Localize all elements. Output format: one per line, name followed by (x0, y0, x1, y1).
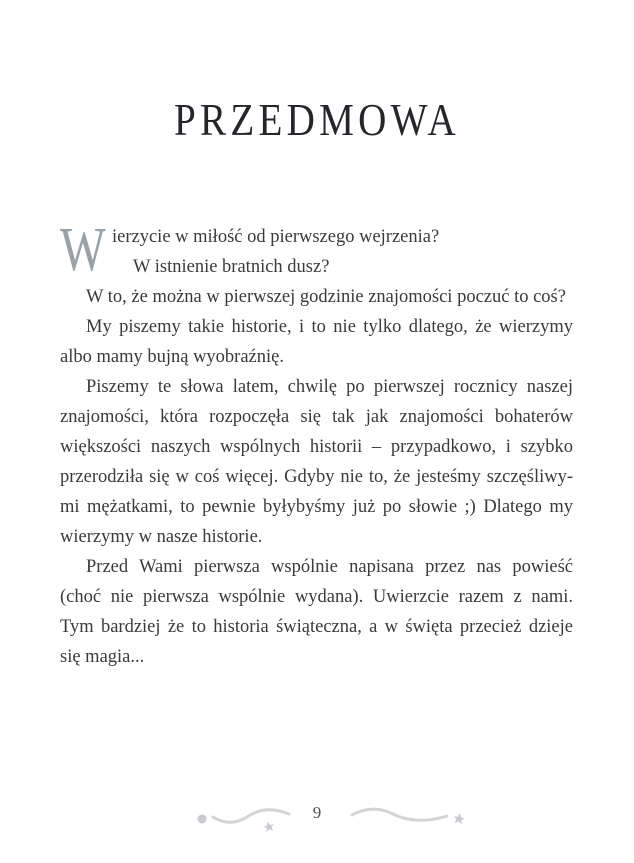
text-line: Przed Wami pierwsza wspólnie napisana przez nas powieść (86, 557, 573, 577)
text-line: przerodziła się w coś więcej. Gdyby nie to, że jesteśmy szczęśliwy- (60, 467, 573, 487)
text-line: Tym bardziej że to historia świąteczna, a w święta przecież dzieje (60, 617, 573, 637)
text-line: My piszemy takie historie, i to nie tylko dlatego, że wierzymy (86, 317, 573, 337)
page-number: 9 (312, 803, 322, 822)
text-line: się magia... (60, 647, 145, 667)
text-line: W istnienie bratnich dusz? (133, 257, 330, 277)
text-line: mi mężatkami, to pewnie byłybyśmy już po słowie ;) Dlatego my (60, 497, 573, 517)
preface-body (60, 216, 573, 672)
text-line: znajomości, która rozpoczęła się tak jak znajomości bohaterów (60, 407, 573, 427)
text-line: wierzymy w nasze historie. (60, 527, 263, 547)
text-line: albo mamy bujną wyobraźnię. (60, 347, 284, 367)
text-line: W to, że można w pierwszej godzinie znajomości poczuć to coś? (86, 287, 566, 307)
text-line: (choć nie pierwsza wspólnie wydana). Uwierzcie razem z nami. (60, 587, 573, 607)
text-line: ierzycie w miłość od pierwszego wejrzenia? (112, 227, 440, 247)
opening-paragraph (60, 216, 573, 284)
text-line: większości naszych wspólnych historii – przypadkowo, i szybko (60, 437, 573, 457)
page-title: PRZEDMOWA (174, 94, 460, 145)
drop-cap: W (60, 216, 106, 284)
text-line: Piszemy te słowa latem, chwilę po pierwszej rocznicy naszej (86, 377, 573, 397)
